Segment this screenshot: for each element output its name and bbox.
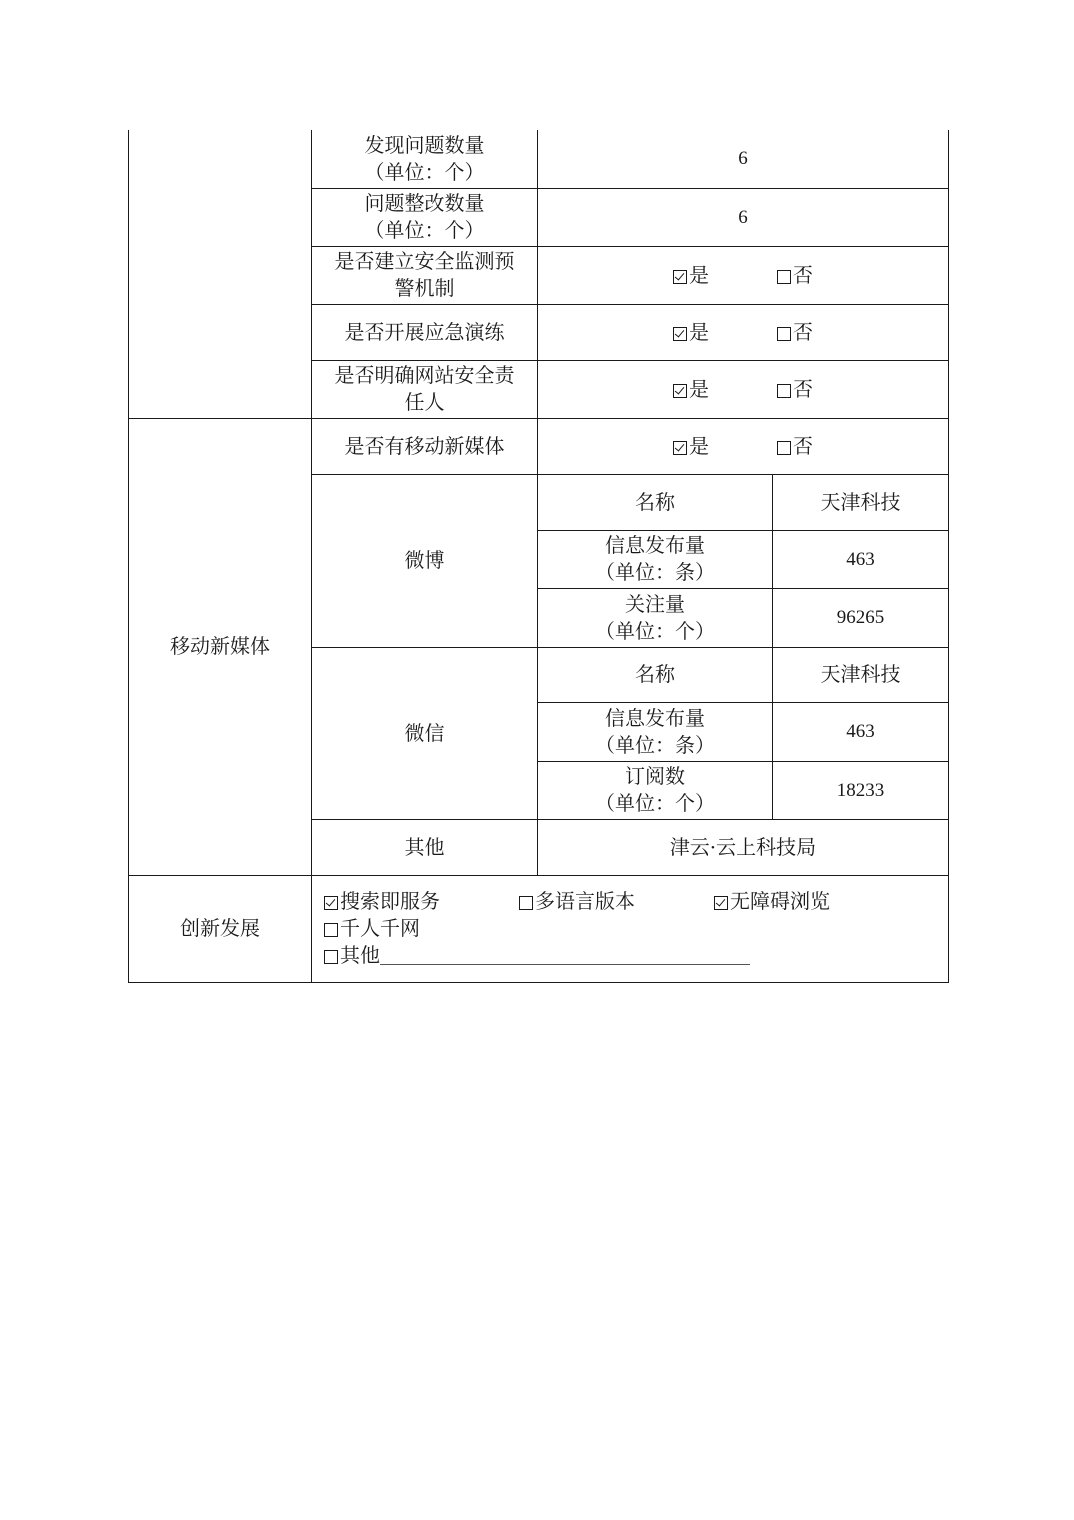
checkbox-empty-icon[interactable]	[777, 441, 791, 455]
weibo-followers-label: 关注量 （单位：个）	[538, 588, 773, 647]
checkbox-empty-icon[interactable]	[519, 896, 533, 910]
wechat-subs-value: 18233	[773, 761, 949, 819]
checkbox-empty-icon[interactable]	[777, 270, 791, 284]
checkbox-checked-icon[interactable]	[714, 896, 728, 910]
innovation-label: 创新发展	[129, 875, 312, 982]
monitoring-choice: 是 否	[538, 246, 949, 304]
wechat-posts-value: 463	[773, 702, 949, 761]
has-media-choice: 是 否	[538, 418, 949, 474]
checkbox-checked-icon[interactable]	[673, 441, 687, 455]
weibo-followers-value: 96265	[773, 588, 949, 647]
security-section-cell	[129, 130, 312, 418]
responsible-choice: 是 否	[538, 360, 949, 418]
weibo-posts-label: 信息发布量 （单位：条）	[538, 530, 773, 588]
checkbox-checked-icon[interactable]	[673, 270, 687, 284]
fixed-issues-value: 6	[538, 188, 949, 246]
checkbox-empty-icon[interactable]	[324, 950, 338, 964]
responsible-label: 是否明确网站安全责 任人	[312, 360, 538, 418]
checkbox-empty-icon[interactable]	[777, 384, 791, 398]
row-found-issues	[129, 130, 949, 188]
row-innovation	[129, 875, 949, 982]
checkbox-checked-icon[interactable]	[673, 327, 687, 341]
weibo-name-value: 天津科技	[773, 474, 949, 530]
fixed-issues-label: 问题整改数量 （单位：个）	[312, 188, 538, 246]
innovation-options	[312, 875, 949, 982]
has-media-label: 是否有移动新媒体	[312, 418, 538, 474]
drill-label: 是否开展应急演练	[312, 304, 538, 360]
innovation-option: 多语言版本	[519, 888, 714, 915]
innovation-option: 无障碍浏览	[714, 888, 830, 915]
innovation-option: 搜索即服务	[324, 888, 519, 915]
checkbox-empty-icon[interactable]	[324, 923, 338, 937]
other-blank-line[interactable]	[380, 944, 750, 965]
checkbox-checked-icon[interactable]	[673, 384, 687, 398]
wechat-posts-label: 信息发布量 （单位：条）	[538, 702, 773, 761]
mobile-section-label: 移动新媒体	[129, 418, 312, 875]
wechat-name-value: 天津科技	[773, 647, 949, 702]
wechat-subs-label: 订阅数 （单位：个）	[538, 761, 773, 819]
found-issues-label: 发现问题数量 （单位：个）	[312, 130, 538, 188]
found-issues-value: 6	[538, 130, 949, 188]
checkbox-empty-icon[interactable]	[777, 327, 791, 341]
weibo-label: 微博	[312, 474, 538, 647]
weibo-posts-value: 463	[773, 530, 949, 588]
other-media-value: 津云·云上科技局	[538, 819, 949, 875]
checkbox-checked-icon[interactable]	[324, 896, 338, 910]
drill-choice: 是 否	[538, 304, 949, 360]
other-media-label: 其他	[312, 819, 538, 875]
weibo-name-label: 名称	[538, 474, 773, 530]
innovation-option: 其他	[324, 942, 750, 969]
report-table	[128, 130, 949, 983]
monitoring-label: 是否建立安全监测预 警机制	[312, 246, 538, 304]
innovation-option: 千人千网	[324, 915, 420, 942]
wechat-label: 微信	[312, 647, 538, 819]
wechat-name-label: 名称	[538, 647, 773, 702]
row-has-media	[129, 418, 949, 474]
